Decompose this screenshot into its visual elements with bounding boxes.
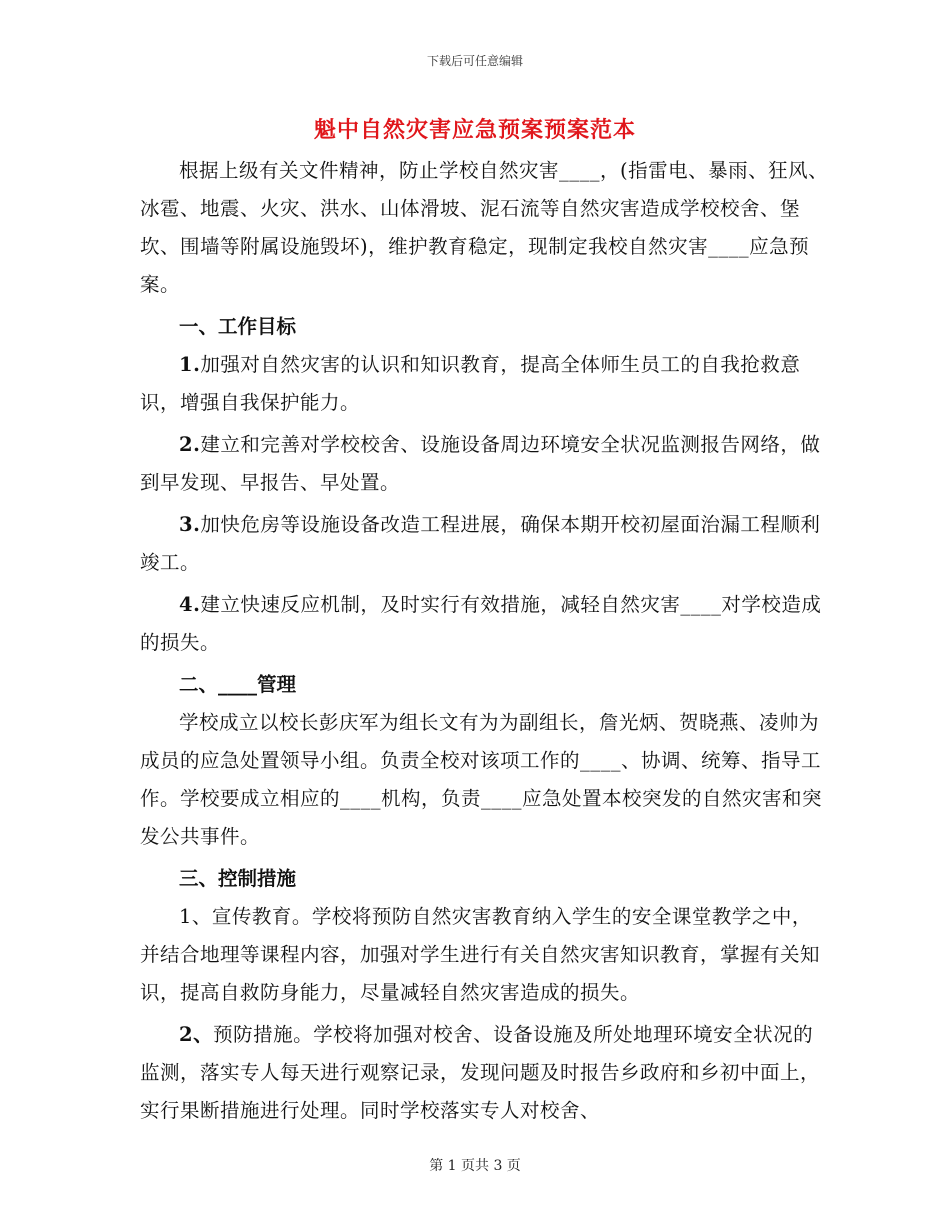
- goal-item: [140, 586, 830, 662]
- item-number: 2、: [179, 1023, 214, 1046]
- goal-item: [140, 426, 830, 502]
- item-number: 1、: [179, 905, 212, 928]
- goal-item: [140, 506, 830, 582]
- item-text: 预防措施。学校将加强对校舍、设备设施及所处地理环境安全状况的监测，落实专人每天进行观察记录，发现问题及时报告乡政府和乡初中面上，实行果断措施进行处理。同时学校落实专人对校舍、: [140, 1023, 821, 1122]
- item-text: 建立和完善对学校校舍、设施设备周边环境安全状况监测报告网络，做到早发现、早报告、早处置。: [140, 433, 821, 494]
- goal-item: [140, 346, 830, 422]
- item-text: 建立快速反应机制，及时实行有效措施，减轻自然灾害____对学校造成的损失。: [140, 593, 822, 654]
- item-text: 加快危房等设施设备改造工程进展，确保本期开校初屋面治漏工程顺利竣工。: [140, 513, 821, 574]
- document-title: 魁中自然灾害应急预案预案范本: [313, 117, 636, 143]
- item-number: 3.: [179, 513, 201, 536]
- item-number: 2.: [179, 433, 201, 456]
- document-body: [140, 152, 830, 1130]
- management-paragraph: 学校成立以校长彭庆军为组长文有为为副组长，詹光炳、贺晓燕、凌帅为成员的应急处置领导小组。负责全校对该项工作的____、协调、统筹、指导工作。学校要成立相应的____机构，负责____应急处置本校突发的自然灾害和突发公共事件。: [140, 711, 823, 848]
- item-text: 加强对自然灾害的认识和知识教育，提高全体师生员工的自我抢救意识，增强自我保护能力。: [140, 353, 801, 414]
- measure-item: [140, 898, 830, 1012]
- section-heading-measures: 三、控制措施: [179, 867, 297, 890]
- section-heading-goals: 一、工作目标: [179, 315, 297, 338]
- item-number: 4.: [179, 593, 201, 616]
- item-number: 1.: [179, 353, 201, 376]
- section-heading-management: 二、____管理: [179, 673, 297, 696]
- page-footer: 第 1 页共 3 页: [429, 1158, 521, 1174]
- item-text: 宣传教育。学校将预防自然灾害教育纳入学生的安全课堂教学之中，并结合地理等课程内容，加强对学生进行有关自然灾害知识教育，掌握有关知识，提高自救防身能力，尽量减轻自然灾害造成的损失。: [140, 905, 821, 1004]
- intro-paragraph: 根据上级有关文件精神，防止学校自然灾害____，(指雷电、暴雨、狂风、冰雹、地震、火灾、洪水、山体滑坡、泥石流等自然灾害造成学校校舍、堡坎、围墙等附属设施毁坏)，维护教育稳定，现制定我校自然灾害____应急预案。: [140, 159, 829, 296]
- measure-item: [140, 1016, 830, 1130]
- header-note: 下载后可任意编辑: [426, 54, 523, 68]
